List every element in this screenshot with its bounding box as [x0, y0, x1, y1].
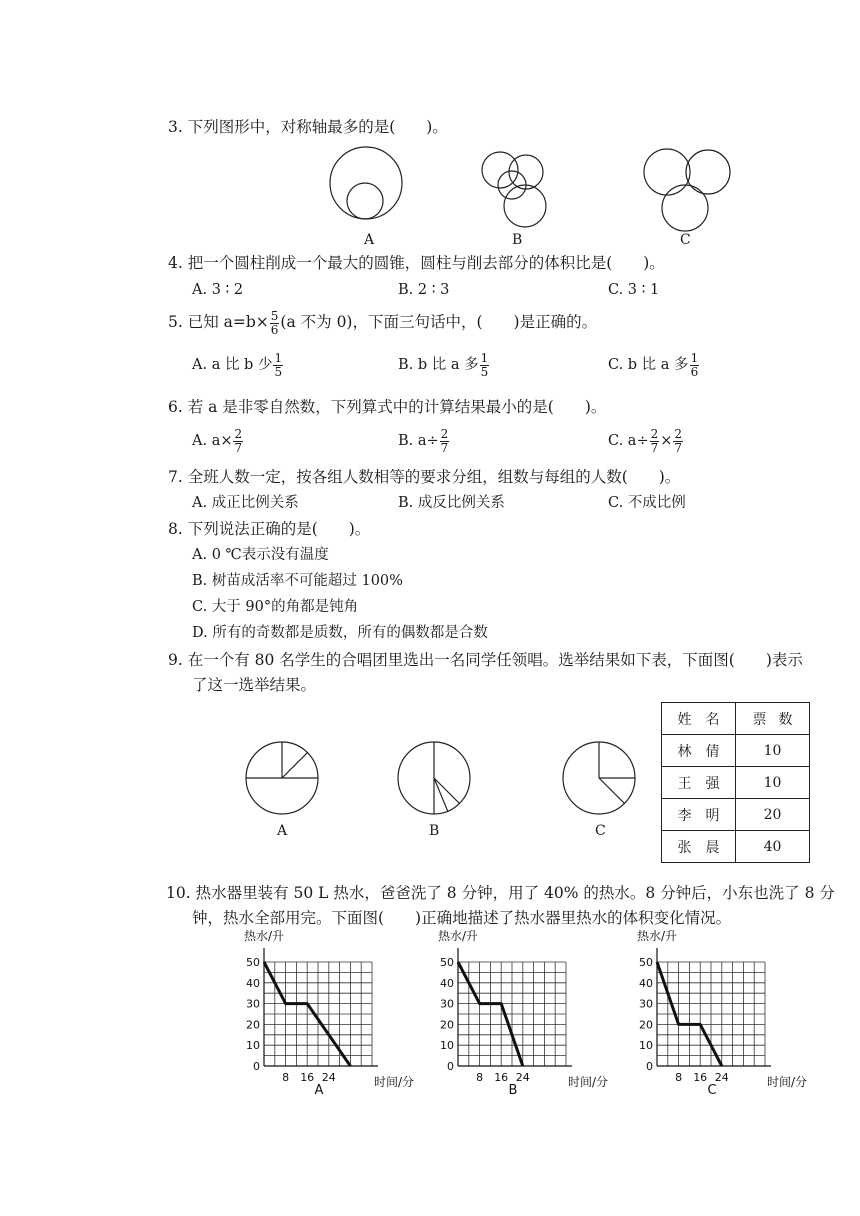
y-tick-label: 20 — [246, 1018, 260, 1032]
x-tick-label: 8 — [476, 1071, 484, 1084]
q5-option-c: C. b 比 a 多 $\frac{1}{6}$ — [608, 351, 699, 379]
y-tick-label: 0 — [646, 1060, 653, 1073]
q9-pie-b — [397, 741, 471, 815]
chart-title: A — [314, 1083, 324, 1098]
chart-c — [629, 928, 829, 1100]
y-tick-label: 10 — [246, 1039, 260, 1053]
question-9-line2: 了这一选举结果。 — [192, 676, 317, 694]
chart-b — [430, 928, 630, 1100]
q9-label-a: A — [277, 823, 288, 839]
y-tick-label: 50 — [246, 956, 260, 969]
q9-label-b: B — [429, 823, 440, 839]
q4-option-c: C. 3 ∶ 1 — [608, 282, 660, 298]
q9-pie-c — [562, 741, 636, 815]
q3-figure-c — [640, 145, 730, 235]
vote-table-header — [662, 703, 810, 735]
vote-name: 张晨 — [662, 831, 736, 863]
q5-option-a: A. a 比 b 少 $\frac{1}{5}$ — [192, 351, 283, 379]
q6-option-b: B. a÷ $\frac{2}{7}$ — [398, 427, 449, 455]
x-tick-label: 16 — [693, 1071, 708, 1084]
y-tick-label: 40 — [440, 976, 454, 990]
y-tick-label: 20 — [440, 1018, 454, 1032]
y-axis-label: 热水/升 — [438, 929, 479, 943]
table-row — [662, 799, 810, 831]
y-tick-label: 40 — [246, 976, 260, 990]
q5-frac-den: 6 — [270, 322, 279, 337]
vote-table-header-votes: 票数 — [736, 703, 810, 735]
y-tick-label: 40 — [639, 976, 653, 990]
vote-name: 王强 — [662, 767, 736, 799]
question-10-line1: 10. 热水器里装有 50 L 热水，爸爸洗了 8 分钟，用了 40% 的热水。8 分钟后，小东也洗了 8 分 — [166, 884, 835, 902]
vote-count: 10 — [736, 735, 810, 767]
y-tick-label: 30 — [246, 997, 260, 1011]
x-tick-label: 24 — [321, 1071, 336, 1084]
x-axis-label: 时间/分 — [767, 1075, 808, 1089]
question-8-text: 8. 下列说法正确的是( )。 — [168, 520, 371, 538]
y-tick-label: 30 — [440, 997, 454, 1011]
q3-label-a: A — [364, 232, 375, 248]
question-7-text: 7. 全班人数一定，按各组人数相等的要求分组，组数与每组的人数( )。 — [168, 468, 681, 486]
vote-table — [661, 702, 810, 863]
q3-figure-b — [480, 145, 560, 230]
y-axis-label: 热水/升 — [637, 929, 678, 943]
q5-fraction — [270, 310, 280, 336]
y-tick-label: 20 — [639, 1018, 653, 1032]
x-tick-label: 8 — [282, 1071, 290, 1084]
question-4-text: 4. 把一个圆柱削成一个最大的圆锥，圆柱与削去部分的体积比是( )。 — [168, 254, 665, 272]
x-tick-label: 16 — [300, 1071, 315, 1084]
chart-a — [236, 928, 436, 1100]
question-9-line1: 9. 在一个有 80 名学生的合唱团里选出一名同学任领唱。选举结果如下表，下面图( )表示 — [168, 651, 803, 669]
q3-label-b: B — [512, 232, 523, 248]
question-3-text: 3. 下列图形中，对称轴最多的是( )。 — [168, 118, 448, 136]
y-tick-label: 30 — [639, 997, 653, 1011]
vote-table-header-name: 姓名 — [662, 703, 736, 735]
q5-frac-num: 5 — [270, 309, 279, 323]
q8-option-d: D. 所有的奇数都是质数，所有的偶数都是合数 — [192, 625, 488, 641]
q8-option-c: C. 大于 90°的角都是钝角 — [192, 599, 359, 615]
q3-label-c: C — [680, 232, 691, 248]
q9-label-c: C — [595, 823, 606, 839]
q6-option-c: C. a÷ $\frac{2}{7}$ × $\frac{2}{7}$ — [608, 427, 683, 455]
q7-option-a: A. 成正比例关系 — [192, 495, 299, 511]
vote-name: 林倩 — [662, 735, 736, 767]
q4-option-a: A. 3 ∶ 2 — [192, 282, 244, 298]
chart-title: C — [707, 1083, 717, 1098]
q5-text-pre: 5. 已知 a=b× — [168, 313, 269, 332]
q7-option-b: B. 成反比例关系 — [398, 495, 505, 511]
x-tick-label: 24 — [714, 1071, 729, 1084]
table-row — [662, 767, 810, 799]
vote-count: 20 — [736, 799, 810, 831]
y-tick-label: 10 — [639, 1039, 653, 1053]
vote-count: 40 — [736, 831, 810, 863]
y-axis-label: 热水/升 — [244, 929, 285, 943]
q5-option-b: B. b 比 a 多 $\frac{1}{5}$ — [398, 351, 489, 379]
table-row — [662, 735, 810, 767]
x-axis-label: 时间/分 — [568, 1075, 609, 1089]
q8-option-b: B. 树苗成活率不可能超过 100% — [192, 573, 403, 589]
q9-pie-a — [245, 741, 319, 815]
x-tick-label: 8 — [675, 1071, 683, 1084]
vote-count: 10 — [736, 767, 810, 799]
y-tick-label: 0 — [447, 1060, 454, 1073]
y-tick-label: 10 — [440, 1039, 454, 1053]
y-tick-label: 0 — [253, 1060, 260, 1073]
q3-figure-a — [328, 145, 408, 225]
x-axis-label: 时间/分 — [374, 1075, 415, 1089]
table-row — [662, 831, 810, 863]
question-10-line2: 钟，热水全部用完。下面图( )正确地描述了热水器里热水的体积变化情况。 — [192, 909, 732, 927]
question-5-text — [168, 310, 597, 336]
y-tick-label: 50 — [440, 956, 454, 969]
y-tick-label: 50 — [639, 956, 653, 969]
chart-title: B — [508, 1083, 518, 1098]
q6-option-a: A. a× $\frac{2}{7}$ — [192, 427, 243, 455]
q8-option-a: A. 0 ℃表示没有温度 — [192, 547, 329, 563]
question-6-text: 6. 若 a 是非零自然数，下列算式中的计算结果最小的是( )。 — [168, 398, 607, 416]
q5-text-post: (a 不为 0)，下面三句话中，( )是正确的。 — [280, 313, 598, 332]
q7-option-c: C. 不成比例 — [608, 495, 686, 511]
x-tick-label: 16 — [494, 1071, 509, 1084]
x-tick-label: 24 — [515, 1071, 530, 1084]
q4-option-b: B. 2 ∶ 3 — [398, 282, 450, 298]
vote-name: 李明 — [662, 799, 736, 831]
